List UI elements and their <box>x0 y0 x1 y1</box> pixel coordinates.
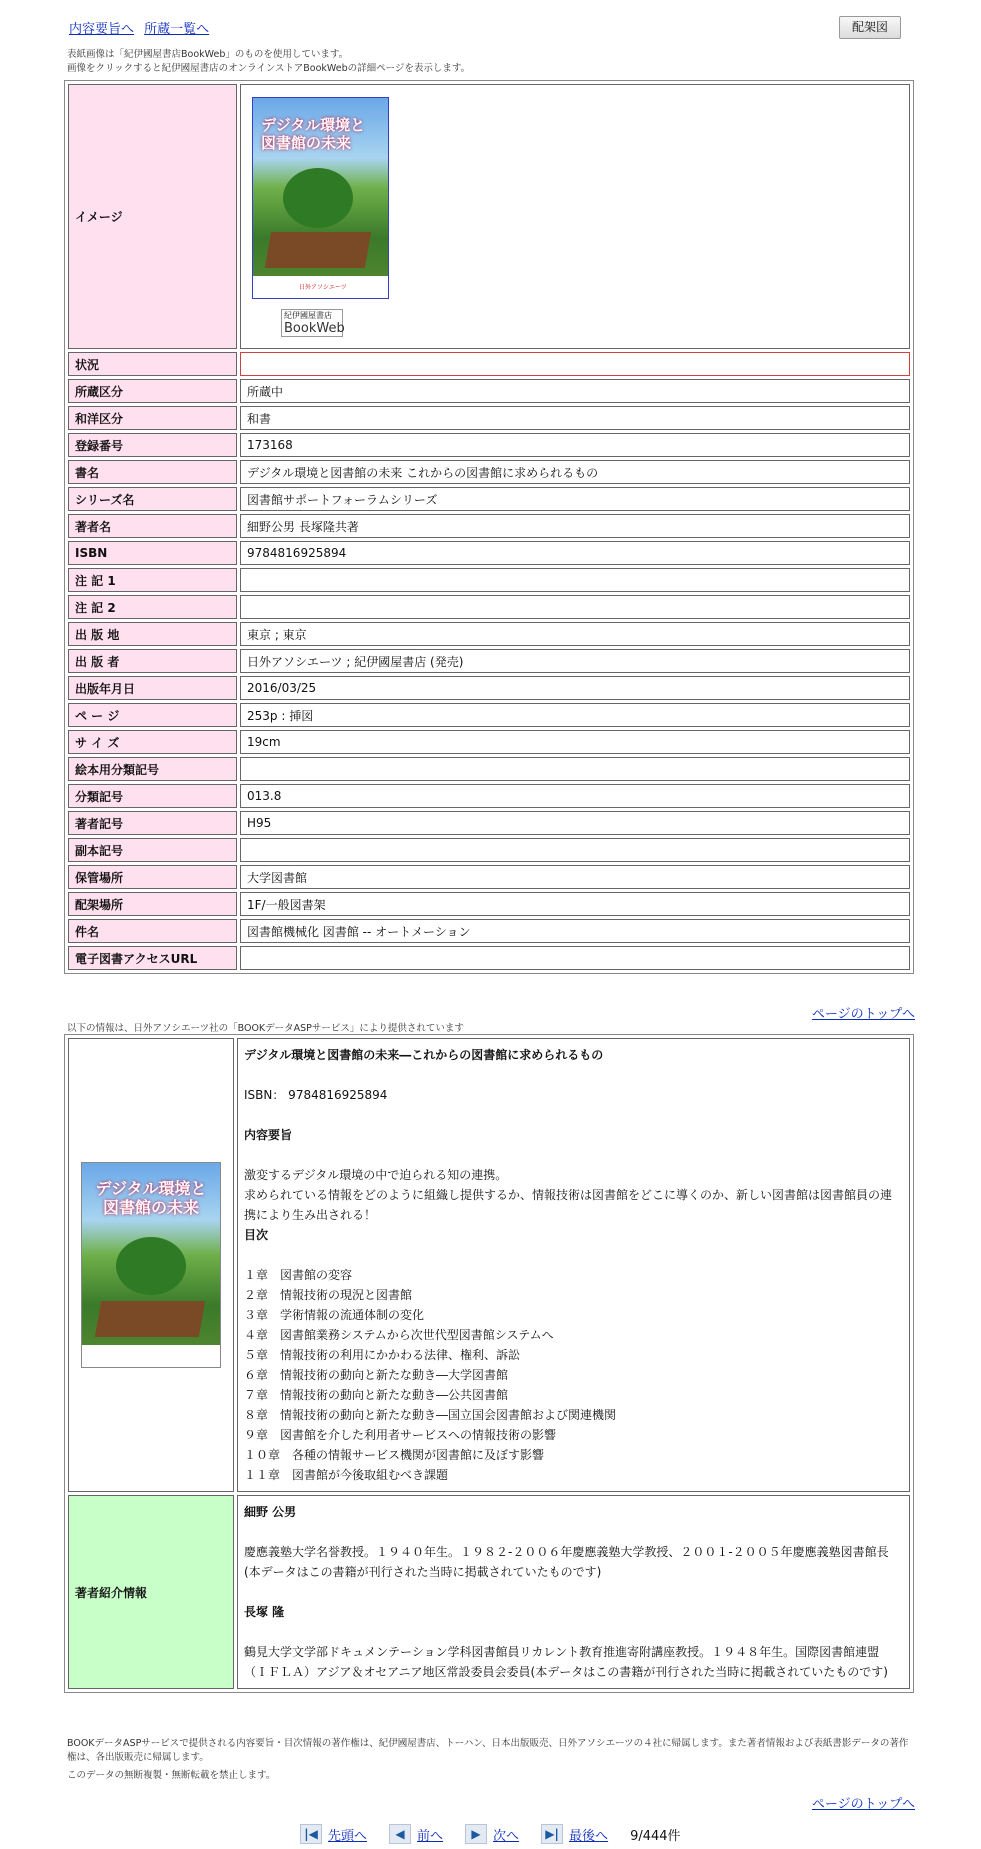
field-label: 著者名 <box>68 514 237 538</box>
asp-cover-footer <box>82 1345 220 1367</box>
cover-title: デジタル環境と図書館の未来 <box>261 115 366 152</box>
field-value: 所蔵中 <box>240 379 910 403</box>
field-value <box>240 757 910 781</box>
toc-item: ４章 図書館業務システムから次世代型図書館システムへ <box>244 1328 554 1342</box>
copyright-line1: BOOKデータASPサービスで提供される内容要旨・目次情報の著作権は、紀伊國屋書店、トーハン、日本出版販売、日外アソシエーツの４社に帰属します。また著者情報および表紙書影データの著作権は、各出版販売に帰属します。 <box>67 1738 909 1763</box>
page-top-link-bottom[interactable]: ページのトップへ <box>811 1797 915 1812</box>
asp-cover-tree-graphic <box>116 1237 186 1295</box>
field-label: 分類記号 <box>68 784 237 808</box>
author-name: 細野 公男 <box>244 1505 297 1519</box>
field-value: 2016/03/25 <box>240 676 910 700</box>
field-value: 9784816925894 <box>240 541 910 565</box>
field-value: 1F/一般図書架 <box>240 892 910 916</box>
asp-cover-book-graphic <box>95 1301 205 1337</box>
field-label: 保管場所 <box>68 865 237 889</box>
toc-item: １章 図書館の変容 <box>244 1268 353 1282</box>
field-value <box>240 595 910 619</box>
field-row <box>68 703 910 727</box>
field-label: 書名 <box>68 460 237 484</box>
field-value: 253p : 挿図 <box>240 703 910 727</box>
asp-content <box>237 1038 910 1492</box>
cover-note <box>67 48 470 76</box>
field-row <box>68 811 910 835</box>
field-value: 細野公男 長塚隆共著 <box>240 514 910 538</box>
field-value: 東京 ; 東京 <box>240 622 910 646</box>
field-label: 所蔵区分 <box>68 379 237 403</box>
field-row <box>68 541 910 565</box>
toc-heading: 目次 <box>244 1228 269 1242</box>
field-row <box>68 568 910 592</box>
field-row <box>68 838 910 862</box>
field-row <box>68 784 910 808</box>
summary-line: 求められている情報をどのように組織し提供するか、情報技術は図書館をどこに導くのか、新しい図書館は図書館員の連携により生み出される！ <box>244 1188 893 1222</box>
field-value <box>240 568 910 592</box>
toc-item: ６章 情報技術の動向と新たな動き―大学図書館 <box>244 1368 509 1382</box>
field-rows <box>68 352 910 970</box>
last-page-icon[interactable]: ▶| <box>541 1824 563 1844</box>
toc-item: ８章 情報技術の動向と新たな動き―国立国会図書館および関連機関 <box>244 1408 617 1422</box>
summary-heading: 内容要旨 <box>244 1128 293 1142</box>
prev-page-icon[interactable]: ◀ <box>389 1824 411 1844</box>
field-label: 絵本用分類記号 <box>68 757 237 781</box>
field-label: 副本記号 <box>68 838 237 862</box>
field-row <box>68 406 910 430</box>
field-row <box>68 865 910 889</box>
copyright-notice <box>67 1737 917 1783</box>
field-label: 注 記 2 <box>68 595 237 619</box>
result-count: 9/444件 <box>630 1828 681 1844</box>
field-row <box>68 919 910 943</box>
author-info <box>237 1495 910 1689</box>
asp-table <box>64 1034 914 1693</box>
field-label: 和洋区分 <box>68 406 237 430</box>
field-label: 出 版 者 <box>68 649 237 673</box>
toc-item: ７章 情報技術の動向と新たな動き―公共図書館 <box>244 1388 509 1402</box>
cover-publisher: 日外アソシエーツ <box>253 276 388 298</box>
cover-note-line2: 画像をクリックすると紀伊國屋書店のオンラインストアBookWebの詳細ページを表示します。 <box>67 63 471 74</box>
field-row <box>68 676 910 700</box>
field-value <box>240 946 910 970</box>
field-value: デジタル環境と図書館の未来 これからの図書館に求められるもの <box>240 460 910 484</box>
field-label: 注 記 1 <box>68 568 237 592</box>
author-bio: 鶴見大学文学部ドキュメンテーション学科図書館員リカレント教育推進寄附講座教授。１９４８年生。国際図書館連盟（ＩＦＬＡ）アジア＆オセアニア地区常設委員会委員(本データはこの書籍が刊行された当時に掲載されていたものです) <box>244 1645 888 1679</box>
cover-book-graphic <box>265 232 371 268</box>
field-row <box>68 757 910 781</box>
first-page-link[interactable]: 先頭へ <box>328 1828 368 1844</box>
summary-line: 激変するデジタル環境の中で迫られる知の連携。 <box>244 1168 508 1182</box>
next-page-link[interactable]: 次へ <box>493 1828 520 1844</box>
field-label: 著者記号 <box>68 811 237 835</box>
field-row <box>68 595 910 619</box>
field-value: 日外アソシエーツ ; 紀伊國屋書店 (発売) <box>240 649 910 673</box>
field-label: 出版年月日 <box>68 676 237 700</box>
toc-item: ９章 図書館を介した利用者サービスへの情報技術の影響 <box>244 1428 557 1442</box>
field-row <box>68 379 910 403</box>
toc-item: ５章 情報技術の利用にかかわる法律、権利、訴訟 <box>244 1348 521 1362</box>
field-label: ISBN <box>68 541 237 565</box>
field-row <box>68 514 910 538</box>
author-info-label: 著者紹介情報 <box>68 1495 234 1689</box>
field-value: 和書 <box>240 406 910 430</box>
toc-item: ３章 学術情報の流通体制の変化 <box>244 1308 425 1322</box>
field-label: 件名 <box>68 919 237 943</box>
bookweb-logo[interactable] <box>281 309 343 337</box>
top-links <box>69 18 215 37</box>
cover-note-line1: 表紙画像は「紀伊國屋書店BookWeb」のものを使用しています。 <box>67 49 349 60</box>
field-label: 配架場所 <box>68 892 237 916</box>
field-value: 173168 <box>240 433 910 457</box>
asp-isbn: ISBN： 9784816925894 <box>244 1088 388 1102</box>
field-value: H95 <box>240 811 910 835</box>
field-label: 出 版 地 <box>68 622 237 646</box>
field-row <box>68 892 910 916</box>
field-label: サ イ ズ <box>68 730 237 754</box>
field-row <box>68 730 910 754</box>
field-row <box>68 622 910 646</box>
field-row <box>68 352 910 376</box>
image-label: イメージ <box>68 84 237 349</box>
cover-tree-graphic <box>283 168 353 228</box>
asp-cover-title: デジタル環境と図書館の未来 <box>95 1179 207 1217</box>
shelf-map-button[interactable]: 配架図 <box>839 16 901 39</box>
holdings-link[interactable]: 所蔵一覧へ <box>144 22 210 37</box>
field-value <box>240 352 910 376</box>
toc-item: １１章 図書館が今後取組むべき課題 <box>244 1468 449 1482</box>
asp-title: デジタル環境と図書館の未来―これからの図書館に求められるもの <box>244 1048 604 1062</box>
field-value: 19cm <box>240 730 910 754</box>
first-page-icon[interactable]: |◀ <box>300 1824 322 1844</box>
author-bio: 慶應義塾大学名誉教授。１９４０年生。１９８２‐２００６年慶應義塾大学教授、２００１‐２００５年慶應義塾図書館長(本データはこの書籍が刊行された当時に掲載されていたものです) <box>244 1545 889 1579</box>
field-value: 図書館サポートフォーラムシリーズ <box>240 487 910 511</box>
prev-page-link[interactable]: 前へ <box>417 1828 444 1844</box>
field-row <box>68 433 910 457</box>
toc-item: ２章 情報技術の現況と図書館 <box>244 1288 413 1302</box>
field-row <box>68 946 910 970</box>
next-page-icon[interactable]: ▶ <box>465 1824 487 1844</box>
summary-link[interactable]: 内容要旨へ <box>69 22 135 37</box>
copyright-line2: このデータの無断複製・無断転載を禁止します。 <box>67 1770 276 1781</box>
field-label: 状況 <box>68 352 237 376</box>
last-page-link[interactable]: 最後へ <box>569 1828 609 1844</box>
author-name: 長塚 隆 <box>244 1605 285 1619</box>
field-value <box>240 838 910 862</box>
toc-list <box>244 1265 903 1485</box>
asp-cover-image <box>81 1162 221 1368</box>
field-value: 大学図書館 <box>240 865 910 889</box>
field-label: 電子図書アクセスURL <box>68 946 237 970</box>
toc-item: １０章 各種の情報サービス機関が図書館に及ぼす影響 <box>244 1448 545 1462</box>
book-detail-table <box>64 80 914 974</box>
book-cover-image[interactable] <box>252 97 389 299</box>
field-value: 013.8 <box>240 784 910 808</box>
field-label: ペ ー ジ <box>68 703 237 727</box>
page-top-link[interactable]: ページのトップへ <box>811 1007 915 1022</box>
field-value: 図書館機械化 図書館 -- オートメーション <box>240 919 910 943</box>
field-row <box>68 649 910 673</box>
field-row <box>68 460 910 484</box>
asp-note: 以下の情報は、日外アソシエーツ社の「BOOKデータASPサービス」により提供されています <box>67 1023 464 1034</box>
bookweb-line1: 紀伊國屋書店 <box>284 310 332 320</box>
field-label: 登録番号 <box>68 433 237 457</box>
bookweb-line2: BookWeb <box>284 320 345 336</box>
pagination <box>300 1824 681 1844</box>
field-label: シリーズ名 <box>68 487 237 511</box>
field-row <box>68 487 910 511</box>
